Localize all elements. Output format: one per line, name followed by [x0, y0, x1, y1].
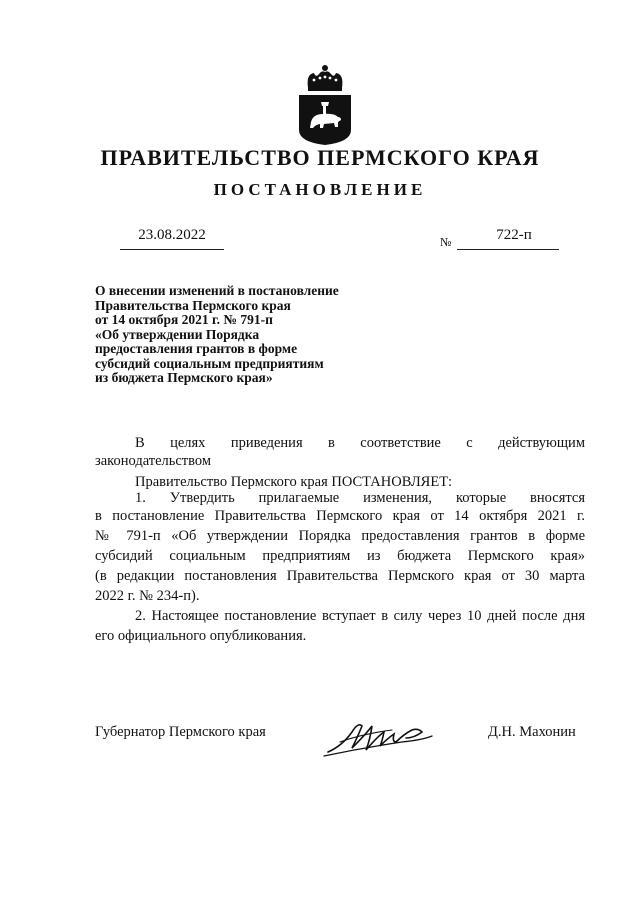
document-date: [120, 227, 224, 250]
document-subject: [95, 284, 385, 386]
handwritten-signature: [322, 712, 434, 762]
item-1-line: 1. Утвердить прилагаемые изменения, которые вносятся: [135, 490, 585, 506]
subject-line: из бюджета Пермского края»: [95, 370, 273, 385]
subject-line: субсидий социальным предприятиям: [95, 355, 324, 371]
item-2-line: 2. Настоящее постановление вступает в силу через 10 дней после дня: [135, 608, 585, 624]
item-2-line: его официального опубликования.: [95, 628, 307, 644]
subject-line: предоставления грантов в форме: [95, 341, 298, 356]
item-1-line: 2022 г. № 234-п).: [95, 588, 200, 604]
intro-paragraph-line: законодательством: [95, 453, 212, 469]
item-1-line: (в редакции постановления Правительства Пермского края от 30 марта: [95, 568, 585, 584]
government-title: ПРАВИТЕЛЬСТВО ПЕРМСКОГО КРАЯ: [100, 145, 540, 170]
document-number-value: 722-п: [496, 227, 532, 243]
signatory-position: Губернатор Пермского края: [95, 724, 266, 740]
document-number: [457, 227, 559, 250]
subject-line: О внесении изменений в постановление: [95, 283, 339, 298]
document-type: ПОСТАНОВЛЕНИЕ: [213, 180, 427, 199]
subject-line: «Об утверждении Порядка: [95, 326, 260, 342]
number-sign: №: [440, 235, 452, 249]
item-1-line: субсидий социальным предприятиям из бюджета Пермского края»: [95, 548, 585, 564]
coat-of-arms-emblem: [296, 62, 354, 146]
resolve-paragraph: Правительство Пермского края ПОСТАНОВЛЯЕТ:: [135, 474, 453, 490]
document-date-value: 23.08.2022: [138, 227, 206, 243]
item-1-line: в постановление Правительства Пермского края от 14 октября 2021 г.: [95, 508, 585, 524]
subject-line: Правительства Пермского края: [95, 297, 291, 313]
subject-line: от 14 октября 2021 г. № 791-п: [95, 312, 273, 327]
item-1-line: № 791-п «Об утверждении Порядка предоставления грантов в форме: [95, 528, 585, 544]
crown-icon: [308, 65, 343, 91]
intro-paragraph-line: В целях приведения в соответствие с действующим: [135, 435, 585, 451]
signatory-name: Д.Н. Махонин: [488, 724, 576, 740]
